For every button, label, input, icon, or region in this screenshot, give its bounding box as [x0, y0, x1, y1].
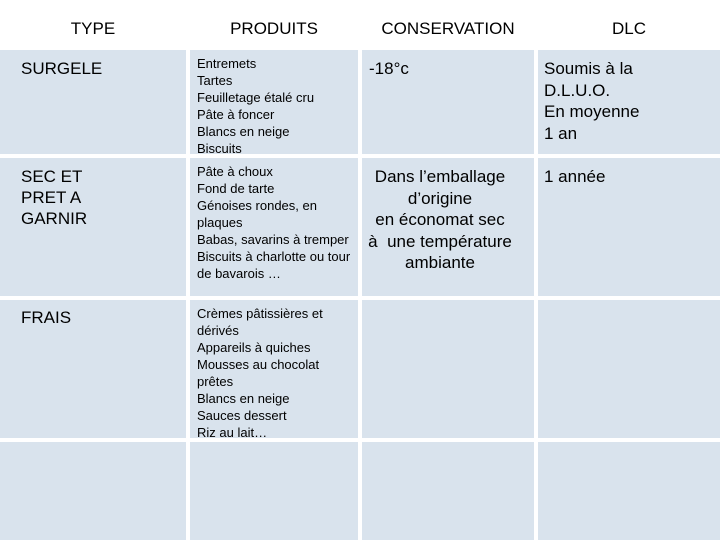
produit-item: Tartes	[197, 73, 233, 88]
produit-item: Blancs en neige	[197, 124, 290, 139]
type-cell-frais: FRAIS	[0, 300, 186, 438]
conservation-line: ambiante	[405, 253, 475, 272]
dlc-line: En moyenne	[544, 102, 640, 121]
produit-item: Sauces dessert	[197, 408, 287, 423]
dlc-line: 1 année	[544, 167, 606, 186]
produit-item: Fond de tarte	[197, 181, 275, 196]
produit-item: Génoises rondes, en plaques	[197, 198, 317, 230]
produits-cell-frais	[190, 300, 358, 438]
produit-item: Crèmes pâtissières et dérivés	[197, 306, 323, 338]
conservation-cell-sec	[362, 158, 534, 296]
produits-cell-surgele	[190, 50, 358, 154]
produit-item: Biscuits à charlotte ou tour de bavarois …	[197, 249, 351, 281]
dlc-cell-frais	[538, 300, 720, 438]
empty-cell	[538, 442, 720, 540]
conservation-line: Dans l’emballage	[374, 167, 506, 186]
type-cell-sec	[0, 158, 186, 296]
produit-item: Entremets	[197, 56, 257, 71]
type-line: GARNIR	[21, 209, 88, 228]
empty-cell	[190, 442, 358, 540]
produit-item: Riz au lait…	[197, 425, 268, 438]
header-produits: PRODUITS	[190, 0, 358, 46]
dlc-line: 1 an	[544, 123, 578, 143]
dlc-cell-sec	[538, 158, 720, 296]
produit-item: Blancs en neige	[197, 391, 290, 406]
dlc-line: Soumis à la	[544, 59, 633, 78]
empty-cell	[0, 442, 186, 540]
conservation-line: en économat sec	[375, 210, 505, 229]
produit-item: Feuilletage étalé cru	[197, 90, 315, 105]
conservation-line: à une température	[368, 231, 512, 251]
header-type: TYPE	[0, 0, 186, 46]
type-line: SEC ET	[21, 167, 83, 186]
produit-item: Biscuits	[197, 141, 242, 154]
produit-item: Appareils à quiches	[197, 340, 311, 355]
produit-item: Pâte à foncer	[197, 107, 275, 122]
conservation-line: -18°c	[369, 59, 409, 78]
conservation-line: d’origine	[407, 188, 473, 208]
type-cell-surgele: SURGELE	[0, 50, 186, 154]
conservation-cell-frais	[362, 300, 534, 438]
dlc-cell-surgele	[538, 50, 720, 154]
empty-cell	[362, 442, 534, 540]
header-dlc: DLC	[538, 0, 720, 46]
conservation-cell-surgele	[362, 50, 534, 154]
produit-item: Babas, savarins à tremper	[197, 232, 349, 247]
type-line: PRET A	[21, 188, 82, 207]
produit-item: Mousses au chocolat prêtes	[197, 357, 320, 389]
header-conservation: CONSERVATION	[362, 0, 534, 46]
produits-cell-sec	[190, 158, 358, 296]
produit-item: Pâte à choux	[197, 164, 273, 179]
dlc-line: D.L.U.O.	[544, 80, 611, 100]
